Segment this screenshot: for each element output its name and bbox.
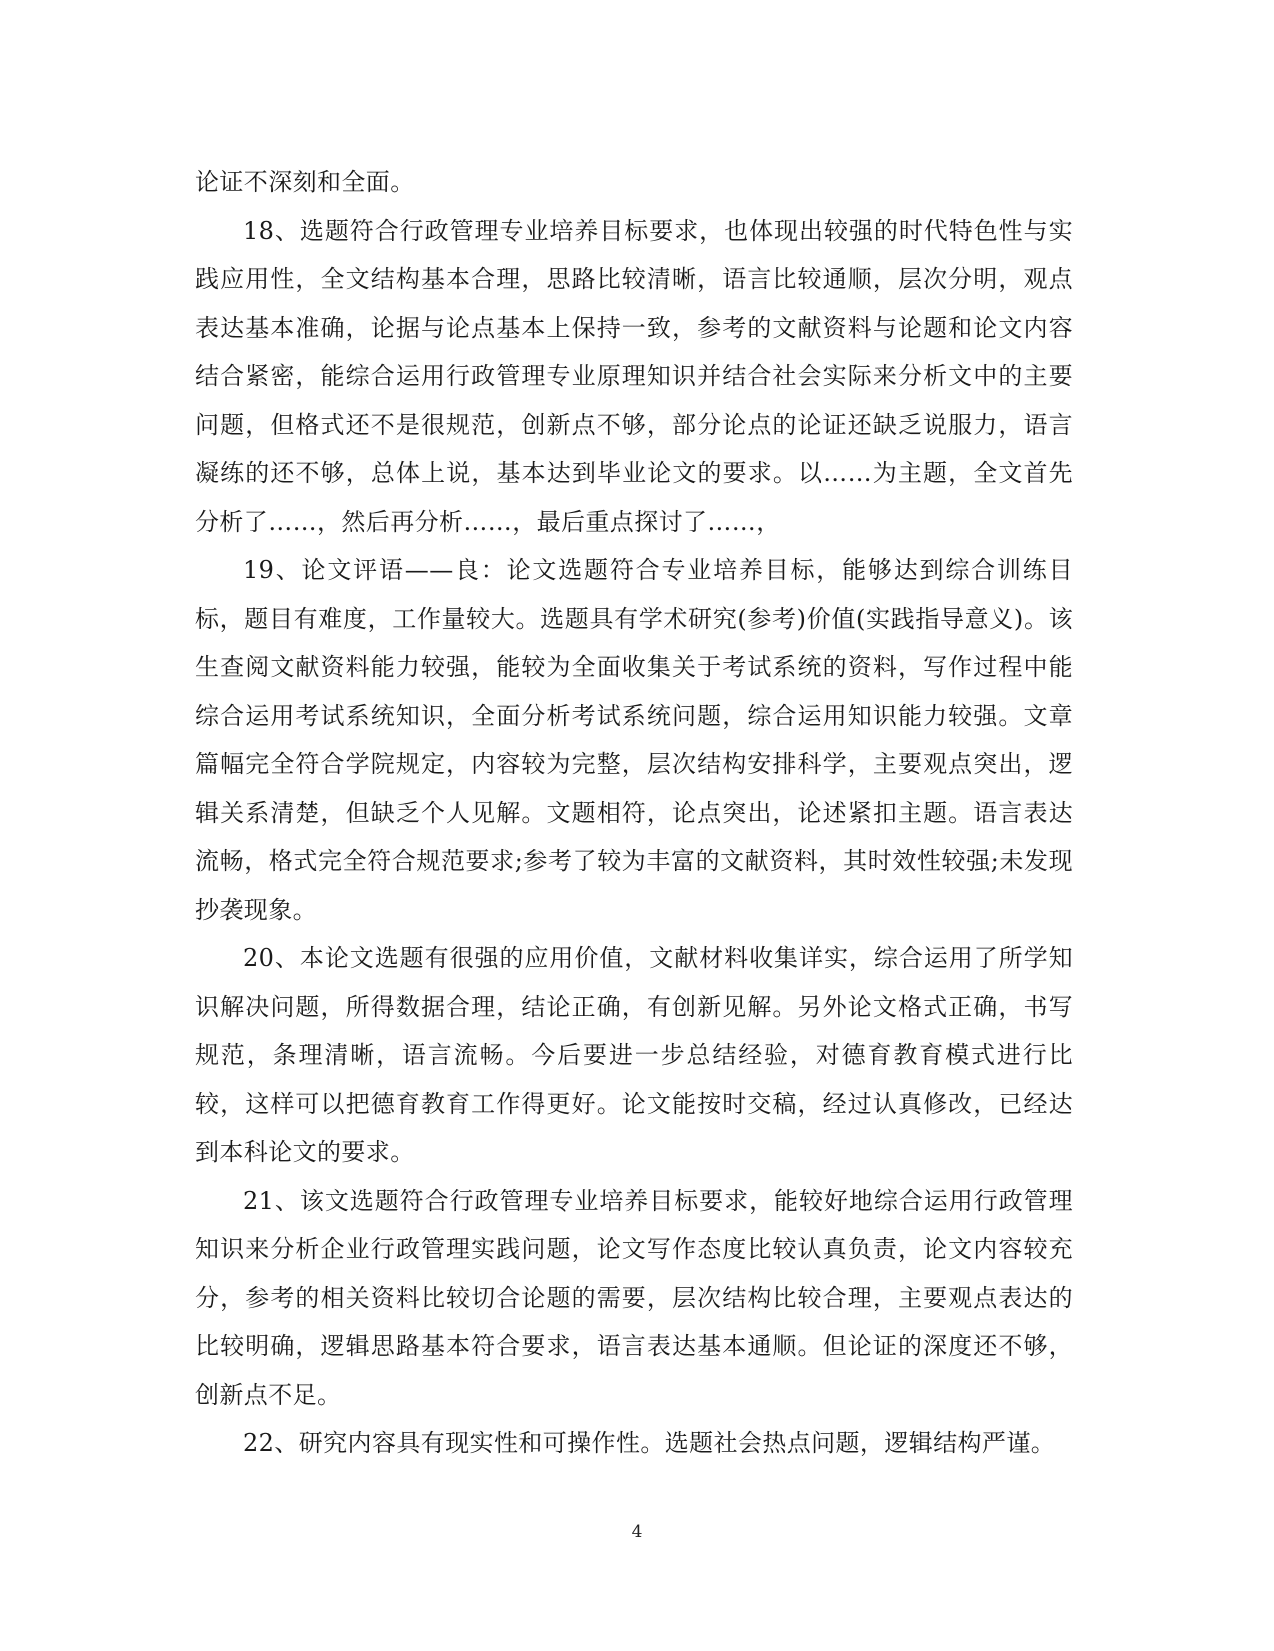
page-number: 4 <box>631 1522 643 1542</box>
paragraph-item-18: 18、选题符合行政管理专业培养目标要求，也体现出较强的时代特色性与实践应用性，全文结构基本合理，思路比较清晰，语言比较通顺，层次分明，观点表达基本准确，论据与论点基本上保持一致，参考的文献资料与论题和论文内容结合紧密，能综合运用行政管理专业原理知识并结合社会实际来分析文中的主要问题，但格式还不是很规范，创新点不够，部分论点的论证还缺乏说服力，语言凝练的还不够，总体上说，基本达到毕业论文的要求。以……为主题，全文首先分析了……，然后再分析……，最后重点探讨了……， <box>195 216 1073 536</box>
page-body <box>195 158 1073 1468</box>
paragraph-item-19: 19、论文评语——良：论文选题符合专业培养目标，能够达到综合训练目标，题目有难度，工作量较大。选题具有学术研究(参考)价值(实践指导意义)。该生查阅文献资料能力较强，能较为全面收集关于考试系统的资料，写作过程中能综合运用考试系统知识，全面分析考试系统问题，综合运用知识能力较强。文章篇幅完全符合学院规定，内容较为完整，层次结构安排科学，主要观点突出，逻辑关系清楚，但缺乏个人见解。文题相符，论点突出，论述紧扣主题。语言表达流畅，格式完全符合规范要求;参考了较为丰富的文献资料，其时效性较强;未发现抄袭现象。 <box>195 556 1073 924</box>
paragraph-item-22: 22、研究内容具有现实性和可操作性。选题社会热点问题，逻辑结构严谨。 <box>243 1429 1056 1457</box>
paragraph-item-21: 21、该文选题符合行政管理专业培养目标要求，能较好地综合运用行政管理知识来分析企业行政管理实践问题，论文写作态度比较认真负责，论文内容较充分，参考的相关资料比较切合论题的需要，层次结构比较合理，主要观点表达的比较明确，逻辑思路基本符合要求，语言表达基本通顺。但论证的深度还不够，创新点不足。 <box>195 1186 1073 1409</box>
paragraph-continuation: 论证不深刻和全面。 <box>195 168 415 196</box>
paragraph-item-20: 20、本论文选题有很强的应用价值，文献材料收集详实，综合运用了所学知识解决问题，所得数据合理，结论正确，有创新见解。另外论文格式正确，书写规范，条理清晰，语言流畅。今后要进一步总结经验，对德育教育模式进行比较，这样可以把德育教育工作得更好。论文能按时交稿，经过认真修改，已经达到本科论文的要求。 <box>195 944 1073 1166</box>
